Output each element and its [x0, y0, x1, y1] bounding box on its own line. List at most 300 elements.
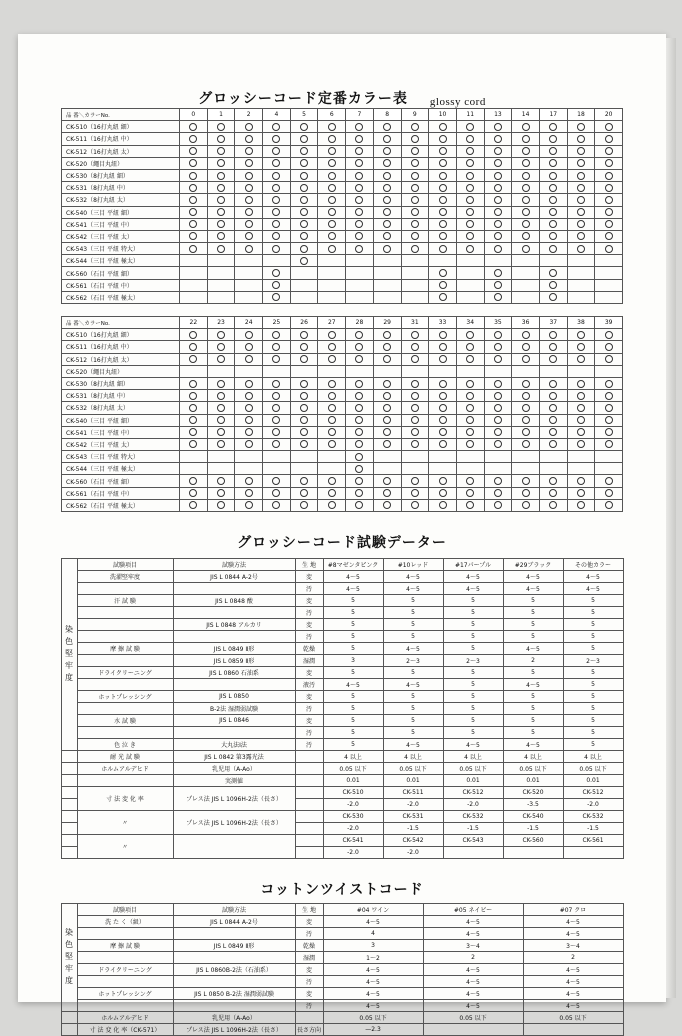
- color-header-36: 36: [512, 317, 540, 329]
- test-value: 4～5: [443, 571, 503, 583]
- availability-dot-icon: [466, 221, 474, 228]
- color-cell: [484, 463, 512, 475]
- color-cell: [290, 499, 318, 511]
- availability-dot-icon: [217, 441, 225, 448]
- availability-dot-icon: [355, 148, 363, 155]
- product-code: CK-561（石目 平紐 中）: [62, 279, 180, 291]
- color-cell: [263, 267, 291, 279]
- availability-dot-icon: [605, 233, 613, 240]
- color-cell: [263, 390, 291, 402]
- title-glossy-color: [18, 88, 666, 108]
- fabric-state: [295, 1012, 323, 1024]
- availability-dot-icon: [522, 429, 530, 436]
- color-cell: [290, 291, 318, 303]
- availability-dot-icon: [522, 343, 530, 350]
- color-cell: [207, 353, 235, 365]
- table-row: [62, 426, 623, 438]
- cotton-test-table: [61, 903, 624, 1036]
- availability-dot-icon: [549, 441, 557, 448]
- color-cell: [401, 169, 429, 181]
- test-value: 4～5: [323, 964, 423, 976]
- color-cell: [207, 194, 235, 206]
- test-method: プレス法 JIS L 1096H-2法（長さ）: [173, 1024, 295, 1036]
- availability-dot-icon: [272, 392, 280, 399]
- availability-dot-icon: [605, 380, 613, 387]
- color-cell: [180, 243, 208, 255]
- dimension-code: CK-511: [383, 787, 443, 799]
- availability-dot-icon: [272, 184, 280, 191]
- test-value: 5: [383, 619, 443, 631]
- test-value: 5: [323, 631, 383, 643]
- color-cell: [539, 279, 567, 291]
- color-cell: [429, 329, 457, 341]
- test-value: 5: [323, 667, 383, 679]
- color-cell: [263, 414, 291, 426]
- availability-dot-icon: [522, 392, 530, 399]
- availability-dot-icon: [411, 135, 419, 142]
- color-cell: [539, 230, 567, 242]
- color-cell: [318, 255, 346, 267]
- color-header-0: 0: [180, 109, 208, 121]
- product-code: CK-542（三目 平紐 太）: [62, 230, 180, 242]
- color-cell: [263, 157, 291, 169]
- availability-dot-icon: [549, 123, 557, 130]
- availability-dot-icon: [189, 429, 197, 436]
- color-cell: [373, 169, 401, 181]
- page-title-latin: glossy cord: [429, 96, 486, 108]
- color-cell: [235, 182, 263, 194]
- availability-dot-icon: [439, 233, 447, 240]
- color-cell: [512, 230, 540, 242]
- availability-dot-icon: [383, 356, 391, 363]
- availability-dot-icon: [383, 404, 391, 411]
- fabric-state: [295, 835, 323, 847]
- color-cell: [318, 169, 346, 181]
- color-cell: [539, 463, 567, 475]
- color-cell: [429, 426, 457, 438]
- color-cell: [567, 169, 595, 181]
- test-value: 5: [443, 631, 503, 643]
- color-cell: [180, 157, 208, 169]
- color-cell: [401, 267, 429, 279]
- availability-dot-icon: [328, 172, 336, 179]
- table-row: [61, 952, 623, 964]
- color-cell: [263, 194, 291, 206]
- availability-dot-icon: [355, 331, 363, 338]
- availability-dot-icon: [466, 356, 474, 363]
- color-cell: [373, 365, 401, 377]
- availability-dot-icon: [245, 245, 253, 252]
- dimension-value: [503, 847, 563, 859]
- availability-dot-icon: [605, 343, 613, 350]
- availability-dot-icon: [300, 160, 308, 167]
- table-row: [61, 595, 623, 607]
- availability-dot-icon: [217, 148, 225, 155]
- product-code: CK-531（8打丸紐 中）: [62, 182, 180, 194]
- test-value: 0.05 以下: [423, 1012, 523, 1024]
- product-code: CK-541（三目 平紐 中）: [62, 218, 180, 230]
- availability-dot-icon: [272, 417, 280, 424]
- color-cell: [346, 279, 374, 291]
- test-value: 5: [503, 631, 563, 643]
- color-cell: [456, 414, 484, 426]
- color-header-14: 14: [512, 109, 540, 121]
- availability-dot-icon: [245, 356, 253, 363]
- test-value: 0.05 以下: [503, 763, 563, 775]
- availability-dot-icon: [522, 502, 530, 509]
- color-cell: [207, 463, 235, 475]
- color-cell: [512, 157, 540, 169]
- availability-dot-icon: [189, 245, 197, 252]
- availability-dot-icon: [549, 404, 557, 411]
- color-header-13: 13: [484, 109, 512, 121]
- color-cell: [456, 475, 484, 487]
- availability-dot-icon: [189, 502, 197, 509]
- test-method: JIS L 0860 石油系: [173, 667, 295, 679]
- dimension-value: —2.3: [323, 1024, 423, 1036]
- fabric-state: [295, 823, 323, 835]
- test-value: 5: [503, 667, 563, 679]
- color-cell: [318, 230, 346, 242]
- table-row-dimension-codes: [61, 787, 623, 799]
- availability-dot-icon: [245, 123, 253, 130]
- test-value: 5: [383, 595, 443, 607]
- availability-dot-icon: [522, 478, 530, 485]
- availability-dot-icon: [494, 172, 502, 179]
- availability-dot-icon: [328, 209, 336, 216]
- dimension-code: CK-531: [383, 811, 443, 823]
- color-cell: [512, 133, 540, 145]
- color-cell: [512, 255, 540, 267]
- dimension-value: -2.0: [323, 799, 383, 811]
- color-cell: [595, 475, 623, 487]
- availability-dot-icon: [189, 172, 197, 179]
- availability-dot-icon: [439, 356, 447, 363]
- color-cell: [180, 353, 208, 365]
- color-header-18: 18: [567, 109, 595, 121]
- product-code: CK-510（16打丸紐 細）: [62, 121, 180, 133]
- color-cell: [484, 341, 512, 353]
- availability-dot-icon: [328, 221, 336, 228]
- availability-dot-icon: [549, 490, 557, 497]
- color-header-31: 31: [401, 317, 429, 329]
- availability-dot-icon: [245, 429, 253, 436]
- availability-dot-icon: [272, 490, 280, 497]
- spacer-cell: [61, 847, 77, 859]
- color-cell: [373, 438, 401, 450]
- availability-dot-icon: [466, 135, 474, 142]
- color-cell: [429, 194, 457, 206]
- color-cell: [539, 133, 567, 145]
- availability-dot-icon: [439, 148, 447, 155]
- color-cell: [567, 475, 595, 487]
- color-cell: [235, 463, 263, 475]
- table-row: [62, 329, 623, 341]
- table-row: [62, 182, 623, 194]
- table-row: [61, 928, 623, 940]
- color-cell: [567, 402, 595, 414]
- availability-dot-icon: [383, 184, 391, 191]
- table-row: [62, 365, 623, 377]
- fabric-state: 汚: [295, 583, 323, 595]
- product-code: CK-543（三目 平紐 特大）: [62, 243, 180, 255]
- color-cell: [235, 218, 263, 230]
- color-cell: [567, 243, 595, 255]
- test-value: 5: [383, 631, 443, 643]
- availability-dot-icon: [217, 160, 225, 167]
- test-item: [77, 703, 173, 715]
- color-header-27: 27: [318, 317, 346, 329]
- color-cell: [346, 169, 374, 181]
- color-cell: [401, 390, 429, 402]
- color-cell: [539, 255, 567, 267]
- test-value: 4～5: [523, 964, 623, 976]
- availability-dot-icon: [383, 417, 391, 424]
- color-cell: [539, 475, 567, 487]
- availability-dot-icon: [328, 184, 336, 191]
- color-cell: [401, 475, 429, 487]
- color-cell: [456, 169, 484, 181]
- color-cell: [235, 279, 263, 291]
- color-cell: [263, 182, 291, 194]
- color-cell: [484, 243, 512, 255]
- color-cell: [456, 218, 484, 230]
- color-header-9: 9: [401, 109, 429, 121]
- color-cell: [539, 291, 567, 303]
- availability-dot-icon: [300, 233, 308, 240]
- test-value: 5: [563, 595, 623, 607]
- color-cell: [512, 218, 540, 230]
- color-cell: [512, 243, 540, 255]
- color-cell: [429, 341, 457, 353]
- test-method: JIS L 0846: [173, 715, 295, 727]
- availability-dot-icon: [522, 331, 530, 338]
- availability-dot-icon: [245, 392, 253, 399]
- color-cell: [484, 133, 512, 145]
- table-row: [62, 243, 623, 255]
- color-cell: [318, 267, 346, 279]
- color-cell: [512, 341, 540, 353]
- spacer-cell: [61, 775, 77, 787]
- availability-dot-icon: [439, 392, 447, 399]
- color-cell: [290, 182, 318, 194]
- color-cell: [346, 426, 374, 438]
- availability-dot-icon: [355, 392, 363, 399]
- product-code: CK-530（8打丸紐 細）: [62, 169, 180, 181]
- test-value: 4～5: [323, 988, 423, 1000]
- color-cell: [595, 157, 623, 169]
- test-value: 0.05 以下: [323, 1012, 423, 1024]
- color-cell: [539, 157, 567, 169]
- availability-dot-icon: [300, 257, 308, 264]
- availability-dot-icon: [522, 196, 530, 203]
- table-row: [61, 988, 623, 1000]
- color-cell: [595, 169, 623, 181]
- test-value: 4～5: [523, 1000, 623, 1012]
- availability-dot-icon: [328, 196, 336, 203]
- color-cell: [484, 487, 512, 499]
- table-row: [62, 414, 623, 426]
- color-cell: [235, 475, 263, 487]
- table-row-dimension-codes: [61, 811, 623, 823]
- color-cell: [318, 145, 346, 157]
- availability-dot-icon: [245, 221, 253, 228]
- availability-dot-icon: [355, 478, 363, 485]
- color-cell: [429, 230, 457, 242]
- test-method: JIS L 0842 第3露光法: [173, 751, 295, 763]
- availability-dot-icon: [245, 343, 253, 350]
- availability-dot-icon: [217, 209, 225, 216]
- color-cell: [456, 341, 484, 353]
- color-cell: [512, 451, 540, 463]
- color-cell: [290, 157, 318, 169]
- dimension-value: [563, 847, 623, 859]
- availability-dot-icon: [328, 123, 336, 130]
- test-value: 5: [383, 667, 443, 679]
- test-value: 5: [503, 607, 563, 619]
- color-cell: [180, 499, 208, 511]
- availability-dot-icon: [300, 478, 308, 485]
- availability-dot-icon: [355, 380, 363, 387]
- availability-dot-icon: [605, 404, 613, 411]
- color-cell: [567, 194, 595, 206]
- color-cell: [207, 499, 235, 511]
- color-cell: [539, 487, 567, 499]
- availability-dot-icon: [439, 172, 447, 179]
- availability-dot-icon: [272, 282, 280, 289]
- color-cell: [595, 353, 623, 365]
- test-item: ホットプレッシング: [77, 691, 173, 703]
- availability-dot-icon: [411, 184, 419, 191]
- availability-dot-icon: [189, 478, 197, 485]
- color-cell: [456, 365, 484, 377]
- test-method: JIS L 0859 Ⅱ形: [173, 655, 295, 667]
- availability-dot-icon: [328, 441, 336, 448]
- color-cell: [207, 121, 235, 133]
- test-value: 5: [563, 691, 623, 703]
- color-cell: [235, 353, 263, 365]
- column-header: 試験方法: [173, 559, 295, 571]
- color-cell: [512, 402, 540, 414]
- availability-dot-icon: [466, 417, 474, 424]
- availability-dot-icon: [272, 172, 280, 179]
- availability-dot-icon: [605, 209, 613, 216]
- color-cell: [484, 169, 512, 181]
- color-header-11: 11: [456, 109, 484, 121]
- color-cell: [318, 353, 346, 365]
- color-cell: [567, 390, 595, 402]
- availability-dot-icon: [272, 135, 280, 142]
- availability-dot-icon: [355, 209, 363, 216]
- test-value: 4～5: [323, 1000, 423, 1012]
- test-item: ホルムアルデヒド: [77, 763, 173, 775]
- color-cell: [456, 291, 484, 303]
- fabric-state: 汚: [295, 727, 323, 739]
- availability-dot-icon: [605, 148, 613, 155]
- test-value: 4～5: [383, 571, 443, 583]
- product-code: CK-511（16打丸紐 中）: [62, 341, 180, 353]
- test-value: 4～5: [563, 571, 623, 583]
- spacer-cell: [61, 1012, 77, 1024]
- color-cell: [567, 463, 595, 475]
- color-cell: [512, 438, 540, 450]
- test-value: 5: [443, 619, 503, 631]
- availability-dot-icon: [466, 233, 474, 240]
- color-cell: [595, 414, 623, 426]
- color-cell: [373, 279, 401, 291]
- color-header-33: 33: [429, 317, 457, 329]
- test-value: 4～5: [423, 964, 523, 976]
- color-cell: [512, 426, 540, 438]
- color-cell: [207, 438, 235, 450]
- color-cell: [290, 475, 318, 487]
- availability-dot-icon: [245, 441, 253, 448]
- availability-dot-icon: [494, 123, 502, 130]
- availability-dot-icon: [355, 441, 363, 448]
- availability-dot-icon: [577, 380, 585, 387]
- color-cell: [207, 218, 235, 230]
- color-cell: [595, 121, 623, 133]
- test-method: 乳児用（A-Ao）: [173, 763, 295, 775]
- color-cell: [539, 267, 567, 279]
- availability-dot-icon: [411, 123, 419, 130]
- availability-dot-icon: [577, 478, 585, 485]
- test-item: 摩 擦 試 験: [77, 643, 173, 655]
- availability-dot-icon: [439, 429, 447, 436]
- table-row: [61, 571, 623, 583]
- color-cell: [484, 194, 512, 206]
- test-item: [77, 679, 173, 691]
- color-cell: [567, 121, 595, 133]
- table-row: [61, 643, 623, 655]
- availability-dot-icon: [439, 135, 447, 142]
- color-cell: [595, 145, 623, 157]
- availability-dot-icon: [355, 221, 363, 228]
- color-cell: [373, 206, 401, 218]
- table-row-formaldehyde: [61, 763, 623, 775]
- color-cell: [180, 230, 208, 242]
- color-cell: [484, 206, 512, 218]
- availability-dot-icon: [522, 172, 530, 179]
- color-cell: [346, 475, 374, 487]
- color-cell: [180, 390, 208, 402]
- availability-dot-icon: [328, 502, 336, 509]
- dimension-value: -1.5: [563, 823, 623, 835]
- color-cell: [512, 390, 540, 402]
- color-cell: [290, 365, 318, 377]
- color-cell: [484, 157, 512, 169]
- color-cell: [484, 451, 512, 463]
- test-item: [77, 607, 173, 619]
- color-cell: [318, 402, 346, 414]
- availability-dot-icon: [272, 356, 280, 363]
- availability-dot-icon: [245, 160, 253, 167]
- color-cell: [346, 267, 374, 279]
- color-cell: [456, 451, 484, 463]
- table-row: [61, 715, 623, 727]
- color-cell: [235, 121, 263, 133]
- test-method: [173, 631, 295, 643]
- color-table-corner-label: 品 番＼カラーNo.: [62, 317, 180, 329]
- color-header-1: 1: [207, 109, 235, 121]
- test-method: プレス法 JIS L 1096H-2法（長さ）: [173, 787, 295, 811]
- test-method: JIS L 0850: [173, 691, 295, 703]
- availability-dot-icon: [300, 148, 308, 155]
- color-cell: [484, 329, 512, 341]
- color-cell: [401, 499, 429, 511]
- availability-dot-icon: [383, 429, 391, 436]
- color-cell: [207, 341, 235, 353]
